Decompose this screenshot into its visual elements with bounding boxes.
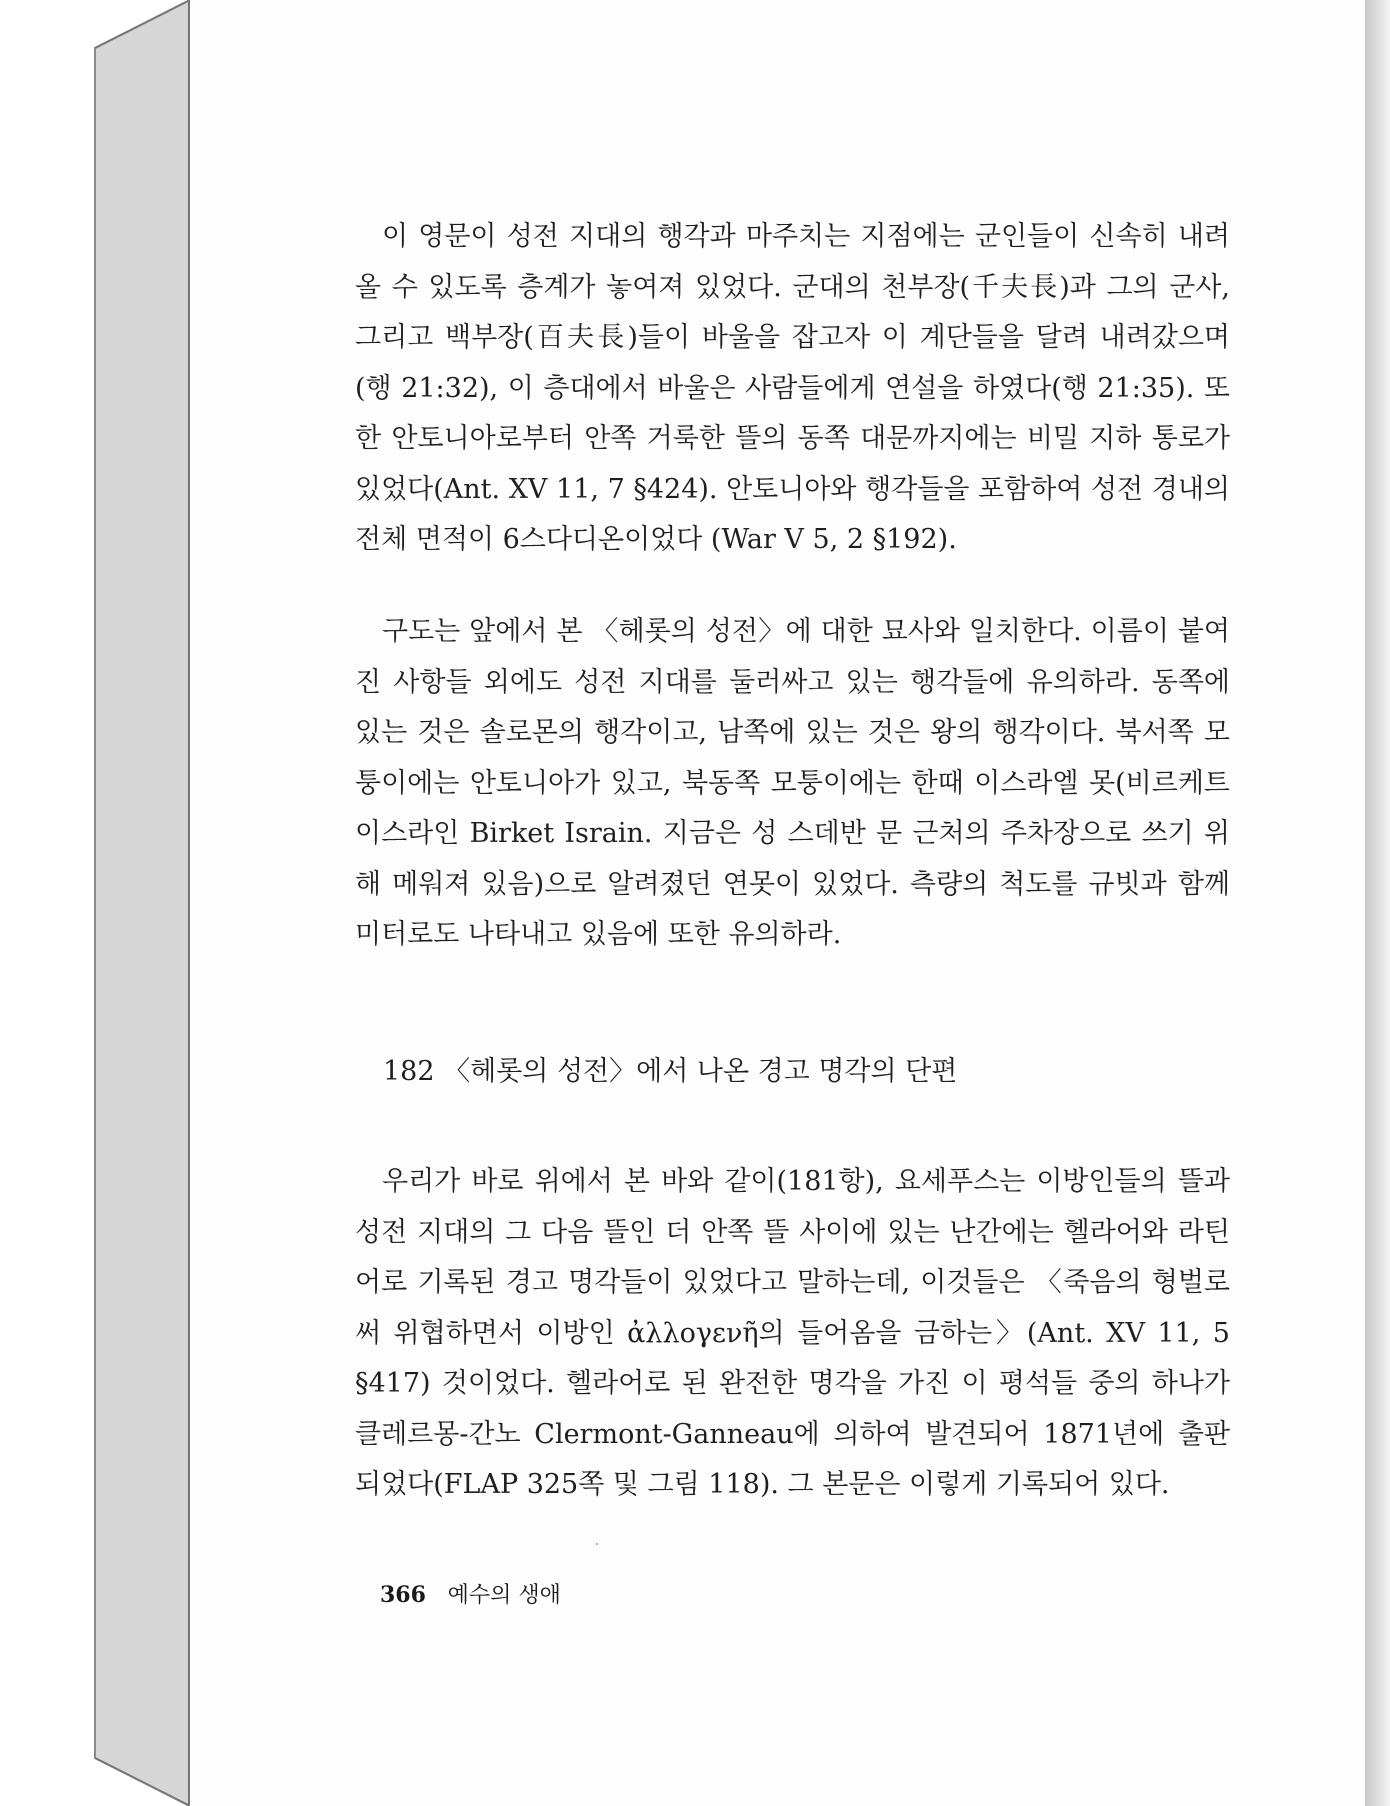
paragraph-2-text: 구도는 앞에서 본 〈헤롯의 성전〉에 대한 묘사와 일치한다. 이름이 붙여진 사항들 외에도 성전 지대를 둘러싸고 있는 행각들에 유의하라. 동쪽에 있는 것은 솔로몬의 행각이고, 남쪽에 있는 것은 왕의 행각이다. 북서쪽 모퉁이에는 안토니아가 있고, 북동쪽 모퉁이에는 한때 이스라엘 못(비르케트 이스라인 Birket Israin. 지금은 성 스데반 문 근처의 주차장으로 쓰기 위해 메워져 있음)으로 알려졌던 연못이 있었다. 측량의 척도를 규빗과 함께 미터로도 나타내고 있음에 또한 유의하라. bbox=[355, 616, 1230, 950]
running-title: 예수의 생애 bbox=[447, 1583, 561, 1608]
section-heading: 182 〈헤롯의 성전〉에서 나온 경고 명각의 단편 bbox=[383, 1056, 958, 1087]
page-number: 366 bbox=[380, 1582, 426, 1608]
stray-dot bbox=[596, 1543, 598, 1545]
paragraph-3 bbox=[355, 1130, 1230, 1538]
paragraph-2 bbox=[355, 580, 1230, 988]
paragraph-1 bbox=[355, 185, 1230, 593]
page-footer bbox=[380, 1578, 561, 1609]
paragraph-3-text: 우리가 바로 위에서 본 바와 같이(181항), 요세푸스는 이방인들의 뜰과 성전 지대의 그 다음 뜰인 더 안쪽 뜰 사이에 있는 난간에는 헬라어와 라틴어로 기록된 경고 명각들이 있었다고 말하는데, 이것들은 〈죽음의 형벌로써 위협하면서 이방인 ἀλλογενῆ의 들어옴을 금하는〉(Ant. XV 11, 5 §417) 것이었다. 헬라어로 된 완전한 명각을 가진 이 평석들 중의 하나가 클레르몽-간노 Clermont-Ganneau에 의하여 발견되어 1871년에 출판되었다(FLAP 325쪽 및 그림 118). 그 본문은 이렇게 기록되어 있다. bbox=[355, 1166, 1230, 1500]
page-edge-shadow bbox=[1365, 0, 1390, 1806]
paragraph-1-text: 이 영문이 성전 지대의 행각과 마주치는 지점에는 군인들이 신속히 내려올 수 있도록 층계가 놓여져 있었다. 군대의 천부장(千夫長)과 그의 군사, 그리고 백부장(百夫長)들이 바울을 잡고자 이 계단들을 달려 내려갔으며(행 21:32), 이 층대에서 바울은 사람들에게 연설을 하였다(행 21:35). 또한 안토니아로부터 안쪽 거룩한 뜰의 동쪽 대문까지에는 비밀 지하 통로가 있었다(Ant. XV 11, 7 §424). 안토니아와 행각들을 포함하여 성전 경내의 전체 면적이 6스다디온이었다 (War V 5, 2 §192). bbox=[355, 221, 1230, 555]
